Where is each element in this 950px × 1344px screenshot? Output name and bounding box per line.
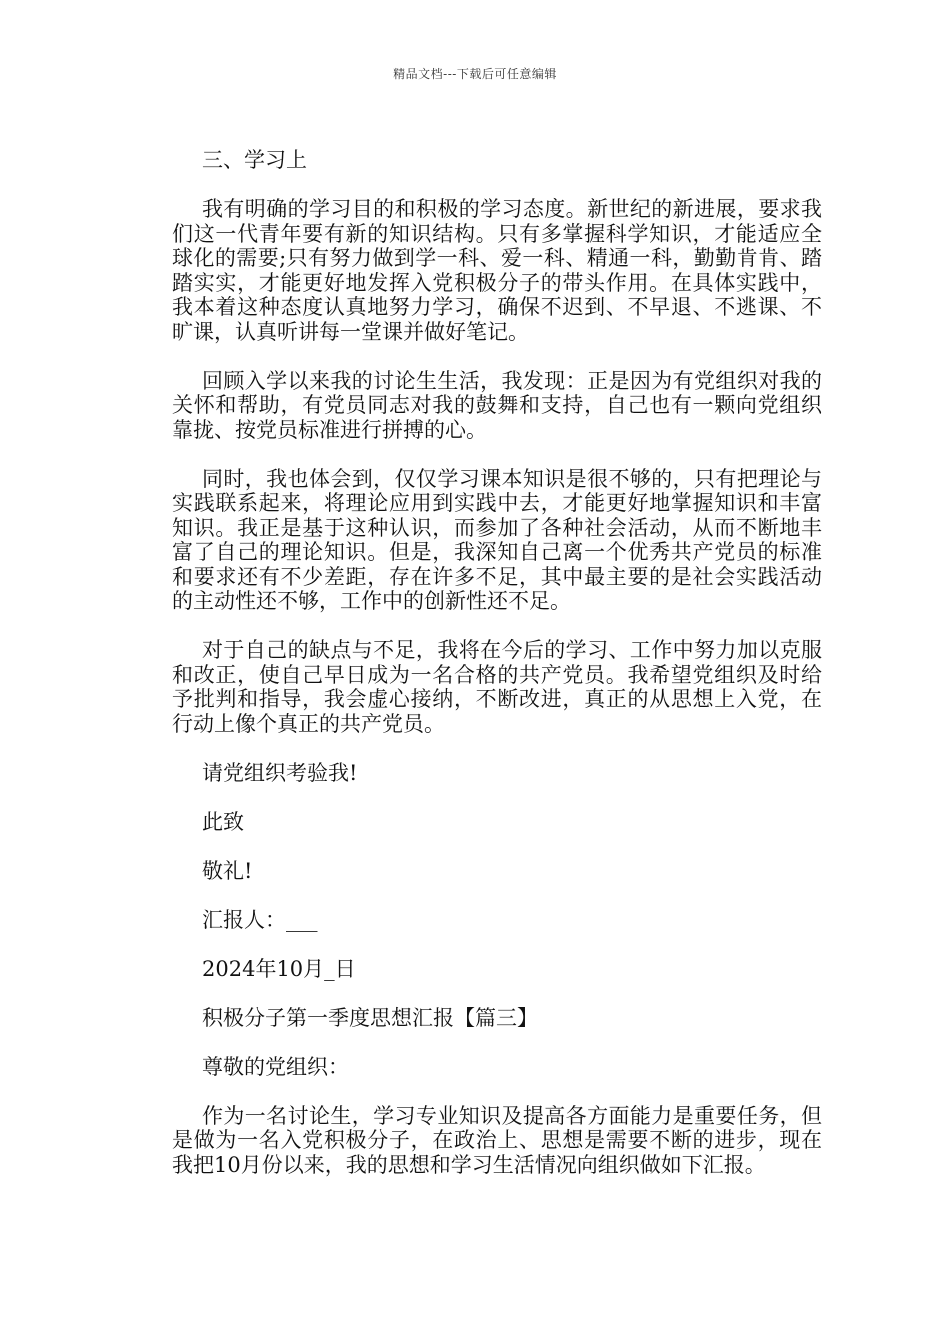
date-line: 2024年10月_日 [202, 956, 356, 981]
page-header: 精品文档---下载后可任意编辑 [393, 67, 557, 81]
closing-request: 请党组织考验我! [202, 760, 358, 785]
paragraph: 我有明确的学习目的和积极的学习态度。新世纪的新进展，要求我们这一代青年要有新的知识结构。只有多掌握科学知识，才能适应全球化的需要;只有努力做到学一科、爱一科、精通一科，勤勤肯肯、踏踏实实，才能更好地发挥入党积极分子的带头作用。在具体实践中，我本着这种态度认真地努力学习，确保不迟到、不早退、不逃课、不旷课，认真听讲每一堂课并做好笔记。 [172, 197, 822, 344]
section-heading: 三、学习上 [202, 148, 307, 172]
salutation-line-2: 敬礼! [202, 858, 253, 883]
next-report-paragraph: 作为一名讨论生，学习专业知识及提高各方面能力是重要任务，但是做为一名入党积极分子，在政治上、思想是需要不断的进步，现在我把10月份以来，我的思想和学习生活情况向组织做如下汇报。 [172, 1103, 822, 1177]
next-report-greeting: 尊敬的党组织： [202, 1054, 349, 1079]
paragraph: 回顾入学以来我的讨论生生活，我发现：正是因为有党组织对我的关怀和帮助，有党员同志对我的鼓舞和支持，自己也有一颗向党组织靠拢、按党员标准进行拼搏的心。 [172, 368, 822, 442]
document-body [172, 148, 822, 1202]
next-report-title: 积极分子第一季度思想汇报【篇三】 [202, 1005, 538, 1030]
paragraph: 同时，我也体会到，仅仅学习课本知识是很不够的，只有把理论与实践联系起来，将理论应用到实践中去，才能更好地掌握知识和丰富知识。我正是基于这种认识，而参加了各种社会活动，从而不断地丰富了自己的理论知识。但是，我深知自己离一个优秀共产党员的标准和要求还有不少差距，存在许多不足，其中最主要的是社会实践活动的主动性还不够，工作中的创新性还不足。 [172, 466, 822, 613]
reporter-line: 汇报人：___ [202, 907, 318, 932]
salutation-line-1: 此致 [202, 809, 244, 834]
paragraph: 对于自己的缺点与不足，我将在今后的学习、工作中努力加以克服和改正，使自己早日成为一名合格的共产党员。我希望党组织及时给予批判和指导，我会虚心接纳，不断改进，真正的从思想上入党，在行动上像个真正的共产党员。 [172, 638, 822, 736]
